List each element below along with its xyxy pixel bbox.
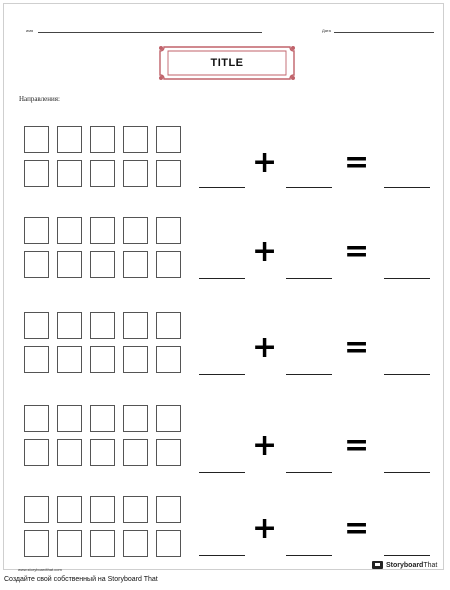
page-title: TITLE	[210, 57, 244, 69]
answer-line-result[interactable]	[384, 187, 430, 188]
answer-line-2[interactable]	[286, 555, 332, 556]
name-line[interactable]	[38, 32, 262, 33]
counting-box	[24, 439, 49, 466]
counting-box	[90, 405, 115, 432]
counting-box	[24, 530, 49, 557]
counting-box	[156, 530, 181, 557]
problem-row	[4, 312, 445, 402]
answer-line-1[interactable]	[199, 187, 245, 188]
answer-line-1[interactable]	[199, 555, 245, 556]
logo-word-bold: Storyboard	[386, 561, 424, 569]
counting-box	[24, 160, 49, 187]
problem-row	[4, 217, 445, 307]
storyboard-logo-icon	[372, 561, 383, 569]
counting-box	[24, 346, 49, 373]
footer-banner[interactable]: Создайте свой собственный на Storyboard That	[4, 576, 158, 583]
plus-sign: +	[252, 145, 278, 180]
counting-box	[24, 312, 49, 339]
directions-label: Направления:	[19, 95, 60, 103]
date-line[interactable]	[334, 32, 434, 33]
counting-box	[90, 346, 115, 373]
equals-sign: =	[344, 428, 370, 463]
counting-box	[156, 405, 181, 432]
counting-box	[90, 439, 115, 466]
counting-box	[123, 126, 148, 153]
equals-sign: =	[344, 330, 370, 365]
problem-row	[4, 496, 445, 586]
counting-box	[123, 346, 148, 373]
answer-line-1[interactable]	[199, 278, 245, 279]
problem-row	[4, 126, 445, 216]
equals-sign: =	[344, 145, 370, 180]
counting-box	[123, 496, 148, 523]
counting-box	[57, 160, 82, 187]
plus-sign: +	[252, 234, 278, 269]
title-frame	[157, 44, 297, 82]
plus-sign: +	[252, 428, 278, 463]
answer-line-result[interactable]	[384, 472, 430, 473]
answer-line-1[interactable]	[199, 374, 245, 375]
counting-box	[156, 439, 181, 466]
counting-box	[90, 312, 115, 339]
counting-box	[123, 312, 148, 339]
counting-box	[156, 312, 181, 339]
counting-box	[123, 160, 148, 187]
answer-line-2[interactable]	[286, 472, 332, 473]
counting-box	[24, 251, 49, 278]
answer-line-2[interactable]	[286, 187, 332, 188]
name-label: имя	[26, 28, 34, 33]
counting-box	[90, 530, 115, 557]
counting-box	[156, 160, 181, 187]
counting-box	[156, 346, 181, 373]
counting-box	[90, 251, 115, 278]
counting-box	[24, 496, 49, 523]
storyboardthat-logo	[372, 561, 437, 569]
logo-word-thin: That	[423, 561, 438, 569]
counting-box	[57, 217, 82, 244]
counting-box	[90, 217, 115, 244]
answer-line-2[interactable]	[286, 374, 332, 375]
answer-line-result[interactable]	[384, 555, 430, 556]
counting-box	[156, 126, 181, 153]
worksheet-page	[3, 3, 444, 570]
counting-box	[57, 496, 82, 523]
answer-line-1[interactable]	[199, 472, 245, 473]
counting-box	[57, 439, 82, 466]
counting-box	[123, 530, 148, 557]
counting-box	[57, 312, 82, 339]
counting-box	[90, 160, 115, 187]
equals-sign: =	[344, 511, 370, 546]
counting-box	[156, 217, 181, 244]
date-label: Дата	[322, 28, 331, 33]
counting-box	[24, 126, 49, 153]
counting-box	[90, 126, 115, 153]
equals-sign: =	[344, 234, 370, 269]
counting-box	[24, 217, 49, 244]
plus-sign: +	[252, 511, 278, 546]
counting-box	[123, 439, 148, 466]
answer-line-result[interactable]	[384, 278, 430, 279]
answer-line-2[interactable]	[286, 278, 332, 279]
counting-box	[57, 346, 82, 373]
counting-box	[123, 217, 148, 244]
counting-box	[156, 496, 181, 523]
counting-box	[57, 530, 82, 557]
counting-box	[57, 251, 82, 278]
counting-box	[57, 405, 82, 432]
answer-line-result[interactable]	[384, 374, 430, 375]
problem-row	[4, 405, 445, 495]
plus-sign: +	[252, 330, 278, 365]
counting-box	[90, 496, 115, 523]
counting-box	[156, 251, 181, 278]
counting-box	[123, 405, 148, 432]
counting-box	[123, 251, 148, 278]
counting-box	[57, 126, 82, 153]
site-url: www.storyboardthat.com	[18, 567, 62, 572]
counting-box	[24, 405, 49, 432]
